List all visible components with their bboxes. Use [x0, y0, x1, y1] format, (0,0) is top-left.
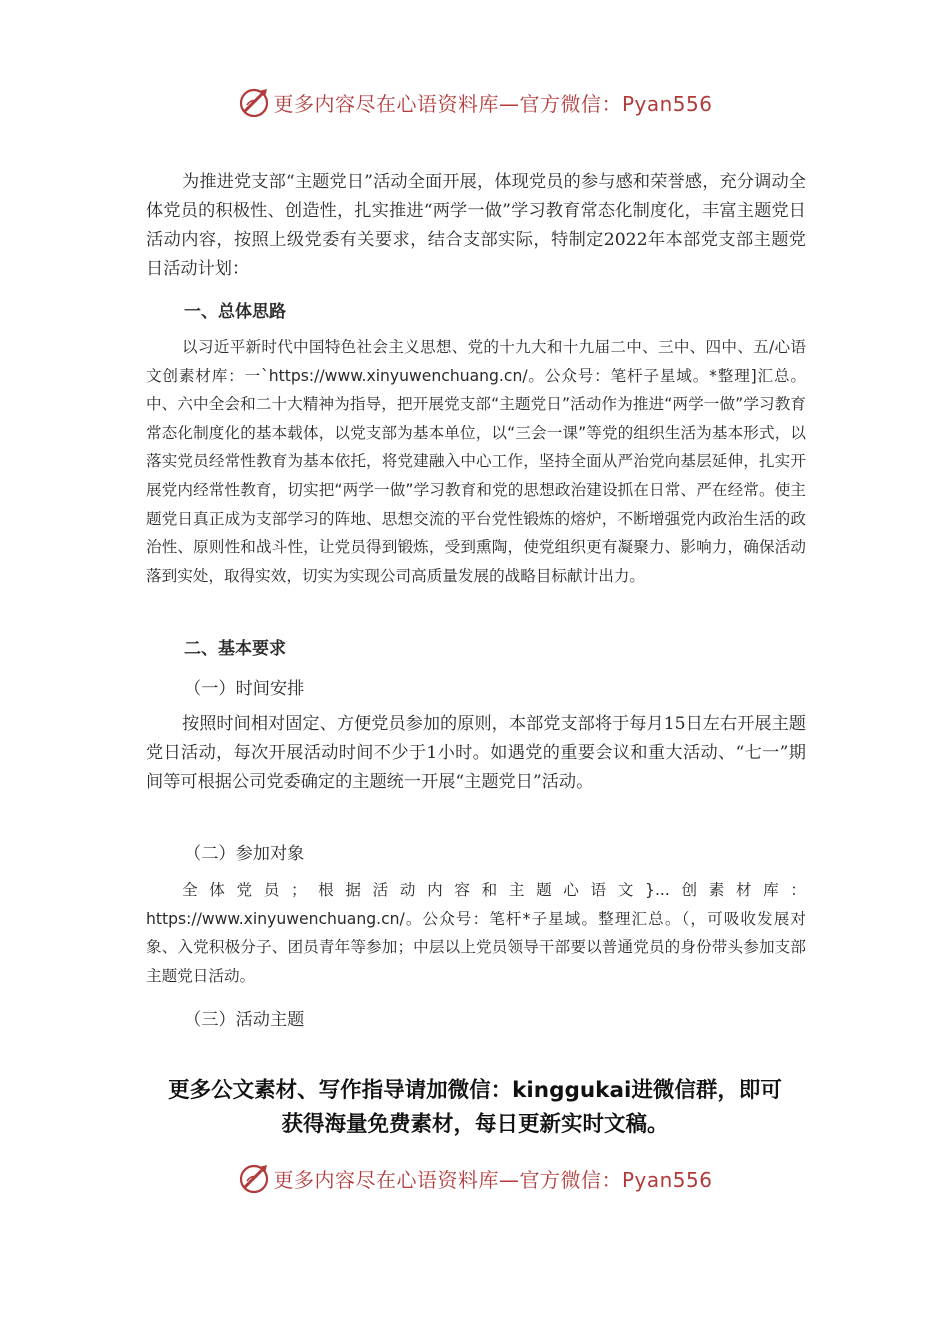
intro-paragraph: 为推进党支部“主题党日”活动全面开展，体现党员的参与感和荣誉感，充分调动全体党员的积极性、创造性，扎实推进“两学一做”学习教育常态化制度化，丰富主题党日活动内容，按照上级党委有关要求，结合支部实际，特制定2022年本部党支部主题党日活动计划： — [146, 172, 806, 279]
subheading-time: （一）时间安排 — [184, 679, 305, 699]
pen-logo-icon — [237, 1161, 271, 1195]
section-1-body: 以习近平新时代中国特色社会主义思想、党的十九大和十九届二中、三中、四中、五/心语文创素材库：一`https://www.xinyuwenchuang.cn/。公众号：笔杆子星域。*整理]汇总。中、六中全会和二十大精神为指导，把开展党支部“主题党日”活动作为推进“两学一做”学习教育常态化制度化的基本载体，以党支部为基本单位，以“三会一课”等党的组织生活为基本形式，以落实党员经常性教育为基本依托，将党建融入中心工作，坚持全面从严治党向基层延伸，扎实开展党内经常性教育，切实把“两学一做”学习教育和党的思想政治建设抓在日常、严在经常。使主题党日真正成为支部学习的阵地、思想交流的平台党性锻炼的熔炉，不断增强党内政治生活的政治性、原则性和战斗性，让党员得到锻炼，受到熏陶，使党组织更有凝聚力、影响力，确保活动落到实处，取得实效，切实为实现公司高质量发展的战略目标献计出力。 — [146, 338, 806, 585]
subheading-theme: （三）活动主题 — [184, 1010, 305, 1030]
banner-text: 更多内容尽在心语资料库—官方微信：Pyan556 — [273, 1167, 713, 1192]
participants-paragraph: 全体党员；根据活动内容和主题心语文}...创素材库：https://www.xinyuwenchuang.cn/。公众号：笔杆*子星域。整理汇总。（，可吸收发展对象、入党积极分子、团员青年等参加；中层以上党员领导干部要以普通党员的身份带头参加支部主题党日活动。 — [146, 881, 806, 985]
promo-line-1: 更多公文素材、写作指导请加微信：kinggukai进微信群，即可 — [168, 1078, 782, 1103]
header-banner — [0, 82, 950, 122]
subheading-participants: （二）参加对象 — [184, 844, 305, 864]
section-heading-1: 一、总体思路 — [184, 302, 286, 322]
section-heading-2: 二、基本要求 — [184, 639, 286, 659]
banner-text: 更多内容尽在心语资料库—官方微信：Pyan556 — [273, 91, 713, 116]
promo-line-2: 获得海量免费素材，每日更新实时文稿。 — [281, 1112, 669, 1137]
time-paragraph: 按照时间相对固定、方便党员参加的原则，本部党支部将于每月15日左右开展主题党日活动，每次开展活动时间不少于1小时。如遇党的重要会议和重大活动、“七一”期间等可根据公司党委确定的主题统一开展“主题党日”活动。 — [146, 714, 806, 792]
pen-logo-icon — [237, 85, 271, 119]
footer-banner — [0, 1158, 950, 1198]
